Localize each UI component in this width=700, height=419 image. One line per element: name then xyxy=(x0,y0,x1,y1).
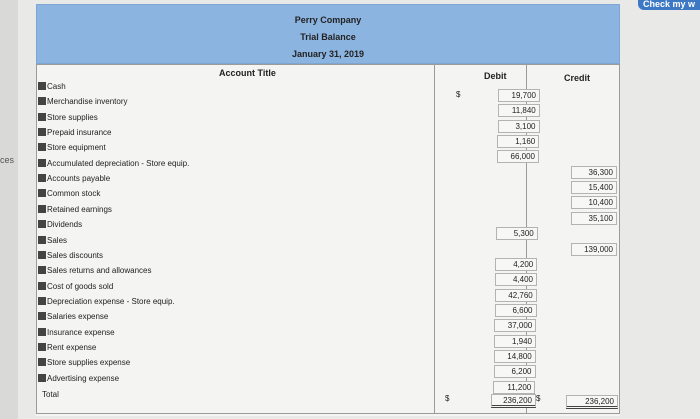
account-select[interactable] xyxy=(38,205,112,214)
debit-input[interactable]: 42,760 xyxy=(495,289,537,302)
account-select[interactable] xyxy=(38,113,98,122)
table-row xyxy=(36,235,620,254)
total-credit-input[interactable]: 236,200 xyxy=(566,395,618,409)
debit-input[interactable]: 11,200 xyxy=(493,381,535,394)
account-name: Store supplies expense xyxy=(47,358,131,368)
account-name: Depreciation expense - Store equip. xyxy=(47,296,175,306)
account-select[interactable] xyxy=(38,343,96,352)
check-my-work-button[interactable]: Check my w xyxy=(638,0,700,10)
account-select[interactable] xyxy=(38,266,152,275)
debit-dollar-sign: $ xyxy=(456,90,461,99)
account-select[interactable] xyxy=(38,282,113,291)
debit-input[interactable]: 14,800 xyxy=(494,350,536,363)
debit-input[interactable]: 1,160 xyxy=(497,135,539,148)
credit-input[interactable]: 10,400 xyxy=(571,196,617,209)
account-select[interactable] xyxy=(38,236,67,245)
total-debit-input[interactable]: 236,200 xyxy=(491,394,536,408)
account-select[interactable] xyxy=(38,159,189,168)
account-name: Common stock xyxy=(47,189,101,199)
account-name: Merchandise inventory xyxy=(47,97,128,107)
total-debit-dollar: $ xyxy=(445,394,450,403)
dropdown-icon xyxy=(38,159,46,167)
account-select[interactable] xyxy=(38,312,108,321)
table-row xyxy=(36,373,620,392)
table-row xyxy=(36,174,620,193)
table-row xyxy=(36,266,620,285)
dropdown-icon xyxy=(38,82,46,90)
dropdown-icon xyxy=(38,128,46,136)
account-select[interactable] xyxy=(38,82,66,91)
table-row xyxy=(36,296,620,315)
dropdown-icon xyxy=(38,328,46,336)
table-row xyxy=(36,220,620,239)
dropdown-icon xyxy=(38,312,46,320)
dropdown-icon xyxy=(38,297,46,305)
account-select[interactable] xyxy=(38,251,103,260)
dropdown-icon xyxy=(38,374,46,382)
account-select[interactable] xyxy=(38,297,175,306)
debit-input[interactable]: 4,400 xyxy=(495,273,537,286)
dropdown-icon xyxy=(38,189,46,197)
company-name: Perry Company xyxy=(294,15,362,25)
account-name: Insurance expense xyxy=(47,327,115,337)
account-name: Cost of goods sold xyxy=(47,281,114,291)
table-row xyxy=(36,189,620,208)
account-select[interactable] xyxy=(38,174,110,183)
dropdown-icon xyxy=(38,236,46,244)
account-select[interactable] xyxy=(38,358,130,367)
left-panel-edge xyxy=(0,0,18,419)
total-row xyxy=(36,390,620,405)
table-row xyxy=(36,342,620,361)
table-row xyxy=(36,82,620,100)
total-credit-dollar: $ xyxy=(536,394,541,403)
table-row xyxy=(36,143,620,162)
dropdown-icon xyxy=(38,282,46,290)
debit-input[interactable]: 66,000 xyxy=(497,150,539,163)
account-name: Store supplies xyxy=(47,112,98,122)
debit-input[interactable]: 11,840 xyxy=(498,104,540,117)
dropdown-icon xyxy=(38,97,46,105)
dropdown-icon xyxy=(38,143,46,151)
table-row xyxy=(36,327,620,346)
statement-title: Trial Balance xyxy=(300,32,356,42)
account-name: Advertising expense xyxy=(47,373,120,383)
table-row xyxy=(36,158,620,177)
table-row xyxy=(36,281,620,300)
dropdown-icon xyxy=(38,358,46,366)
left-edge-text: ces xyxy=(0,155,15,165)
account-name: Sales xyxy=(47,235,68,245)
credit-input[interactable]: 139,000 xyxy=(571,243,617,256)
account-name: Store equipment xyxy=(47,143,106,153)
dropdown-icon xyxy=(38,113,46,121)
account-select[interactable] xyxy=(38,189,100,198)
account-name: Dividends xyxy=(47,220,83,230)
debit-input[interactable]: 1,940 xyxy=(494,335,536,348)
account-name: Salaries expense xyxy=(47,312,109,322)
table-row xyxy=(36,97,620,116)
dropdown-icon xyxy=(38,205,46,213)
debit-input[interactable]: 3,100 xyxy=(498,120,540,133)
debit-input[interactable]: 4,200 xyxy=(495,258,537,271)
table-row xyxy=(36,250,620,269)
total-label: Total xyxy=(42,390,59,399)
account-name: Accounts payable xyxy=(47,174,111,184)
dropdown-icon xyxy=(38,174,46,182)
credit-header: Credit xyxy=(564,73,591,83)
account-title-header: Account Title xyxy=(219,68,276,78)
account-name: Sales discounts xyxy=(47,250,104,260)
table-row xyxy=(36,358,620,377)
account-name: Cash xyxy=(47,82,66,91)
table-row xyxy=(36,204,620,223)
account-select[interactable] xyxy=(38,143,106,152)
account-select[interactable] xyxy=(38,220,82,229)
dropdown-icon xyxy=(38,251,46,259)
dropdown-icon xyxy=(38,266,46,274)
debit-input[interactable]: 37,000 xyxy=(494,319,536,332)
debit-input[interactable]: 5,300 xyxy=(496,227,538,240)
account-name: Accumulated depreciation - Store equip. xyxy=(47,158,190,168)
account-name: Retained earnings xyxy=(47,204,112,214)
account-select[interactable] xyxy=(38,128,111,137)
statement-date: January 31, 2019 xyxy=(291,49,365,59)
table-row xyxy=(36,312,620,331)
account-name: Sales returns and allowances xyxy=(47,266,152,276)
account-name: Rent expense xyxy=(47,342,97,352)
account-select[interactable] xyxy=(38,97,127,106)
account-select[interactable] xyxy=(38,328,115,337)
table-row xyxy=(36,112,620,131)
credit-input[interactable]: 15,400 xyxy=(571,181,617,194)
account-name: Prepaid insurance xyxy=(47,128,112,138)
worksheet-header xyxy=(36,4,620,64)
debit-input[interactable]: 6,600 xyxy=(495,304,537,317)
dropdown-icon xyxy=(38,343,46,351)
credit-input[interactable]: 35,100 xyxy=(571,212,617,225)
debit-input[interactable]: 6,200 xyxy=(494,365,536,378)
debit-input[interactable]: 19,700 xyxy=(498,89,540,102)
debit-header: Debit xyxy=(484,71,507,81)
account-select[interactable] xyxy=(38,374,119,383)
credit-input[interactable]: 36,300 xyxy=(571,166,617,179)
table-row xyxy=(36,128,620,147)
dropdown-icon xyxy=(38,220,46,228)
trial-balance-worksheet xyxy=(36,4,620,416)
